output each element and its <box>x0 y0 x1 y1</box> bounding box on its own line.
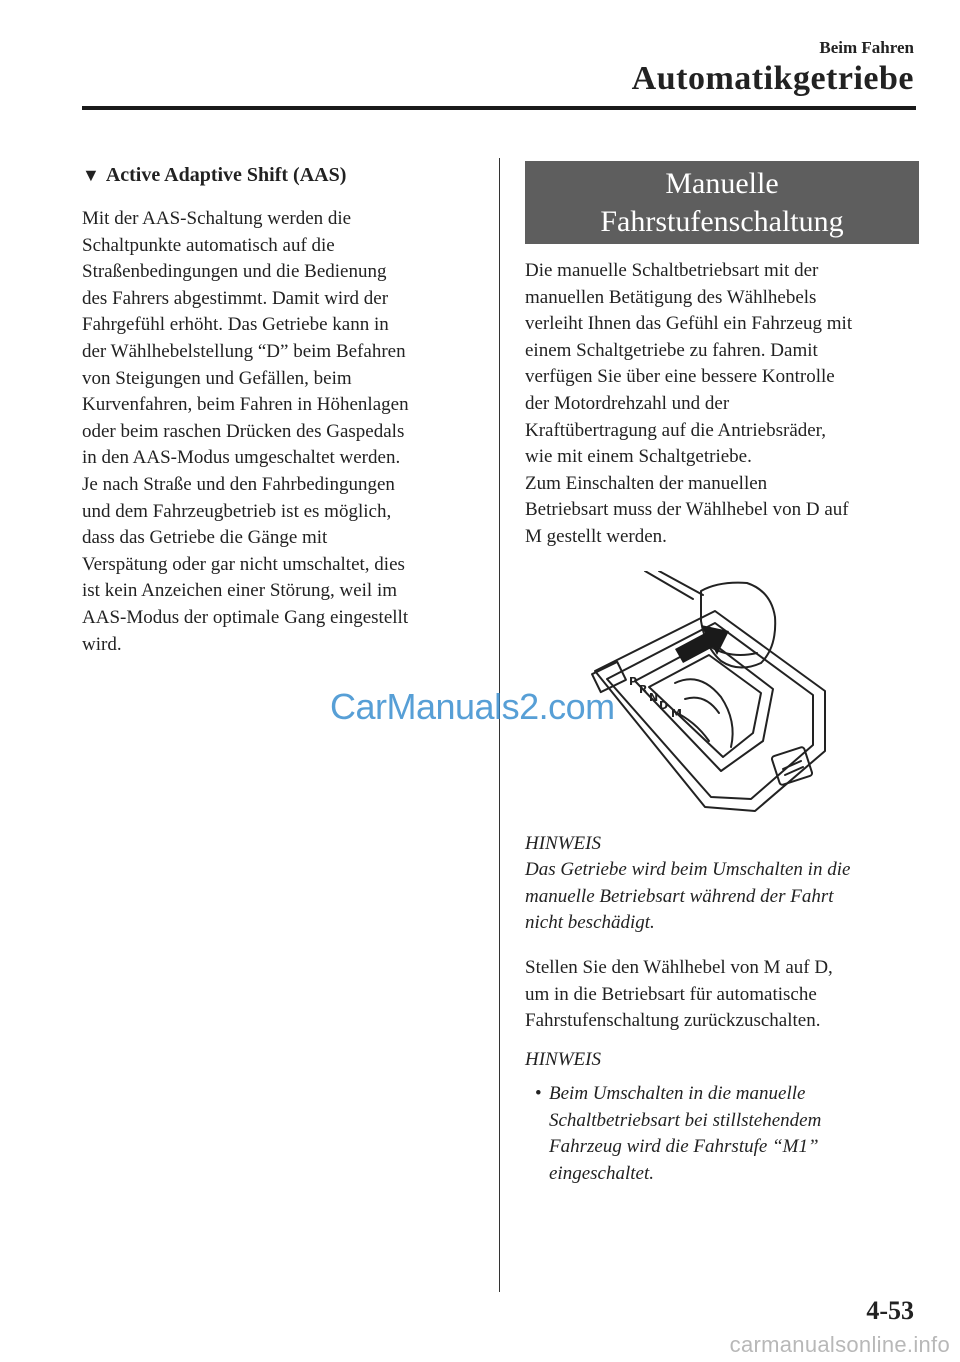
page-number: 4-53 <box>866 1296 914 1325</box>
gate-label-r: R <box>639 682 648 696</box>
manual-mode-paragraph: Die manuelle Schaltbetriebsart mit der manuellen Betätigung des Wählhebels verleiht Ihnen das Gefühl ein Fahrzeug mit einem Schaltgetriebe zu fahren. Damit verfügen Sie über eine bessere Kontrolle der Motordrehzahl und der Kraftübertragung auf die Antriebsräder, wie mit einem Schaltgetriebe. Zum Einschalten der manuellen Betriebsart muss der Wählhebel von D auf M gestellt werden. <box>525 260 853 547</box>
running-header-section: Beim Fahren <box>819 38 914 57</box>
section-heading-text: Active Adaptive Shift (AAS) <box>105 164 347 186</box>
aas-paragraph: Mit der AAS-Schaltung werden die Schaltpunkte automatisch auf die Straßenbedingungen und die Bedienung des Fahrers abgestimmt. Damit wird der Fahrgefühl erhöht. Das Getriebe kann in der Wählhebelstellung “D” beim Befahren von Steigungen und Gefällen, beim Kurvenfahren, beim Fahren in Höhenlagen oder beim raschen Drücken des Gaspedals in den AAS-Modus umgeschaltet werden. Je nach Straße und den Fahrbedingungen und dem Fahrzeugbetrieb ist es möglich, dass das Getriebe die Gänge mit Verspätung oder gar nicht umschaltet, dies ist kein Anzeichen einer Störung, weil im AAS-Modus der optimale Gang eingestellt wird. <box>82 208 409 655</box>
note-2-label: HINWEIS <box>525 1048 601 1070</box>
banner-line-1: Manuelle <box>665 167 779 200</box>
gate-label-p: P <box>629 674 638 688</box>
right-column <box>525 161 919 1188</box>
gate-plate <box>635 641 773 771</box>
return-to-auto-paragraph: Stellen Sie den Wählhebel von M auf D, um in die Betriebsart für automatische Fahrstufenschaltung zurückzuschalten. <box>525 956 833 1032</box>
gate-label-m: M <box>671 706 682 720</box>
section-heading <box>82 158 478 192</box>
header-rule <box>82 106 916 110</box>
note-2-bullet-item <box>525 1081 919 1187</box>
gate-label-n: N <box>649 690 659 704</box>
left-column <box>82 158 478 658</box>
triangle-marker-icon: ▼ <box>82 165 100 185</box>
chapter-banner <box>525 161 919 244</box>
note-1-text: Das Getriebe wird beim Umschalten in die manuelle Betriebsart während der Fahrt nicht beschädigt. <box>525 859 851 934</box>
note-1-label: HINWEIS <box>525 832 601 854</box>
watermark-site: carmanualsonline.info <box>729 1332 950 1357</box>
watermark-overlay: CarManuals2.com <box>330 686 615 727</box>
banner-line-2: Fahrstufenschaltung <box>600 205 844 238</box>
running-header-title: Automatikgetriebe <box>631 60 914 97</box>
note-2-text: Beim Umschalten in die manuelle Schaltbetriebsart bei stillstehendem Fahrzeug wird die Fahrstufe “M1” eingeschaltet. <box>549 1083 822 1185</box>
bullet-icon: • <box>535 1083 542 1105</box>
gate-label-d: D <box>659 698 669 712</box>
